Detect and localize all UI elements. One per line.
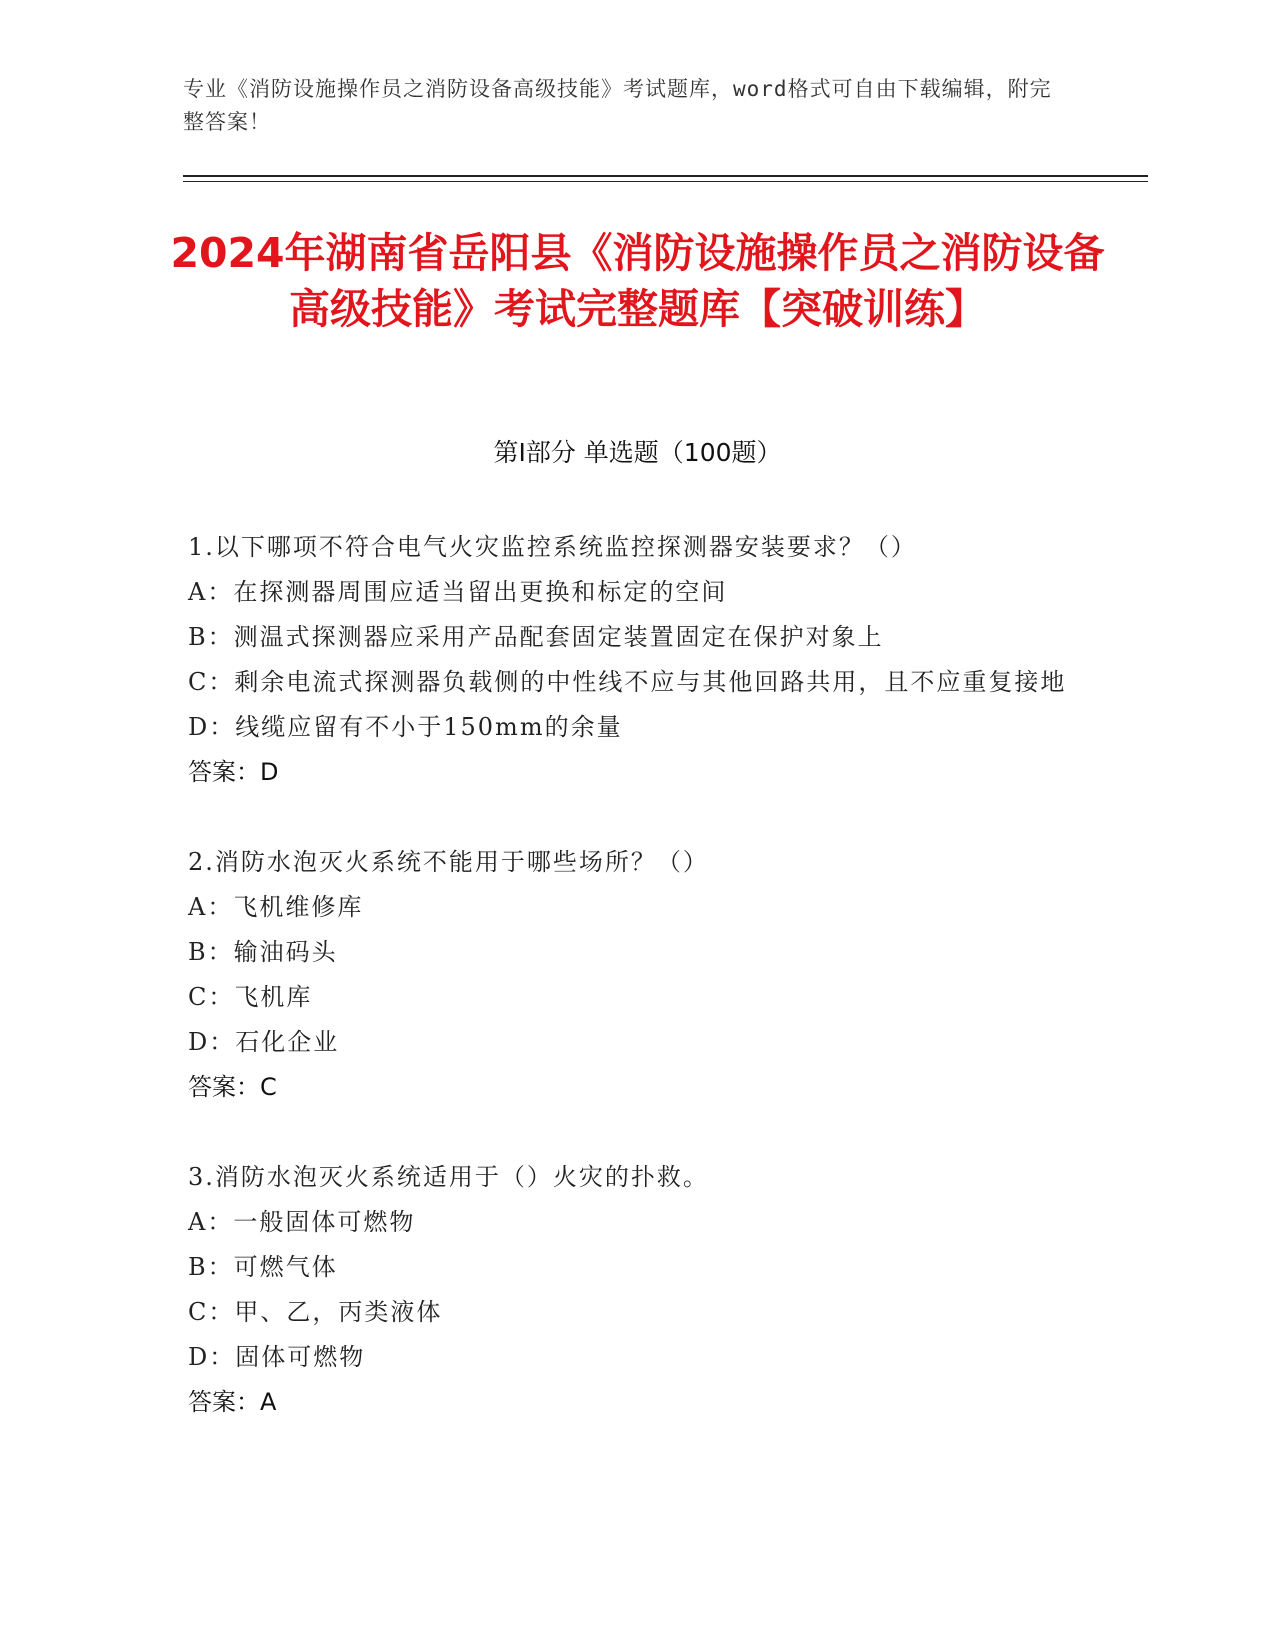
option-text: 剩余电流式探测器负载侧的中性线不应与其他回路共用，且不应重复接地 bbox=[234, 668, 1067, 696]
answer-value: A bbox=[260, 1388, 277, 1416]
option-key: D： bbox=[188, 713, 236, 741]
option-b bbox=[188, 615, 1068, 660]
option-c bbox=[188, 975, 1068, 1020]
option-text: 测温式探测器应采用产品配套固定装置固定在保护对象上 bbox=[233, 623, 884, 651]
option-text: 输油码头 bbox=[233, 938, 338, 966]
option-key: B： bbox=[188, 623, 234, 651]
question-list bbox=[188, 525, 1068, 1470]
question-item bbox=[188, 1155, 1068, 1425]
question-stem: 3.消防水泡灭火系统适用于（）火灾的扑救。 bbox=[188, 1163, 709, 1191]
question-item bbox=[188, 840, 1068, 1110]
answer-value: D bbox=[260, 758, 279, 786]
option-key: D： bbox=[188, 1028, 236, 1056]
header-note: 专业《消防设施操作员之消防设备高级技能》考试题库，word格式可自由下载编辑，附完整答案！ bbox=[183, 77, 1052, 134]
option-d bbox=[188, 705, 1068, 750]
header-divider-thick bbox=[183, 175, 1148, 177]
option-text: 石化企业 bbox=[235, 1028, 340, 1056]
answer-line bbox=[188, 1065, 1068, 1110]
section-title: 第I部分 单选题（100题） bbox=[493, 438, 782, 467]
option-key: B： bbox=[188, 1253, 234, 1281]
option-key: A： bbox=[188, 1208, 234, 1236]
document-title: 2024年湖南省岳阳县《消防设施操作员之消防设备高级技能》考试完整题库【突破训练】 bbox=[170, 229, 1105, 333]
option-a bbox=[188, 885, 1068, 930]
option-key: C： bbox=[188, 983, 235, 1011]
answer-line bbox=[188, 1380, 1068, 1425]
option-text: 在探测器周围应适当留出更换和标定的空间 bbox=[233, 578, 728, 606]
option-a bbox=[188, 570, 1068, 615]
option-key: C： bbox=[188, 668, 235, 696]
option-c bbox=[188, 660, 1068, 705]
option-key: A： bbox=[188, 578, 234, 606]
option-a bbox=[188, 1200, 1068, 1245]
question-stem: 1.以下哪项不符合电气火灾监控系统监控探测器安装要求？（） bbox=[188, 533, 917, 561]
option-text: 飞机库 bbox=[234, 983, 313, 1011]
option-key: D： bbox=[188, 1343, 236, 1371]
option-d bbox=[188, 1335, 1068, 1380]
option-key: A： bbox=[188, 893, 234, 921]
option-b bbox=[188, 1245, 1068, 1290]
option-text: 飞机维修库 bbox=[233, 893, 364, 921]
option-text: 固体可燃物 bbox=[235, 1343, 366, 1371]
answer-line bbox=[188, 750, 1068, 795]
question-stem: 2.消防水泡灭火系统不能用于哪些场所？（） bbox=[188, 848, 709, 876]
answer-label: 答案： bbox=[188, 1073, 260, 1101]
header-divider-thin bbox=[183, 181, 1148, 182]
option-key: C： bbox=[188, 1298, 235, 1326]
option-text: 线缆应留有不小于150mm的余量 bbox=[235, 713, 623, 741]
answer-label: 答案： bbox=[188, 1388, 260, 1416]
option-b bbox=[188, 930, 1068, 975]
option-key: B： bbox=[188, 938, 234, 966]
question-item bbox=[188, 525, 1068, 795]
answer-value: C bbox=[260, 1073, 277, 1101]
option-text: 一般固体可燃物 bbox=[233, 1208, 416, 1236]
option-d bbox=[188, 1020, 1068, 1065]
option-text: 甲、乙，丙类液体 bbox=[234, 1298, 443, 1326]
option-c bbox=[188, 1290, 1068, 1335]
option-text: 可燃气体 bbox=[233, 1253, 338, 1281]
answer-label: 答案： bbox=[188, 758, 260, 786]
